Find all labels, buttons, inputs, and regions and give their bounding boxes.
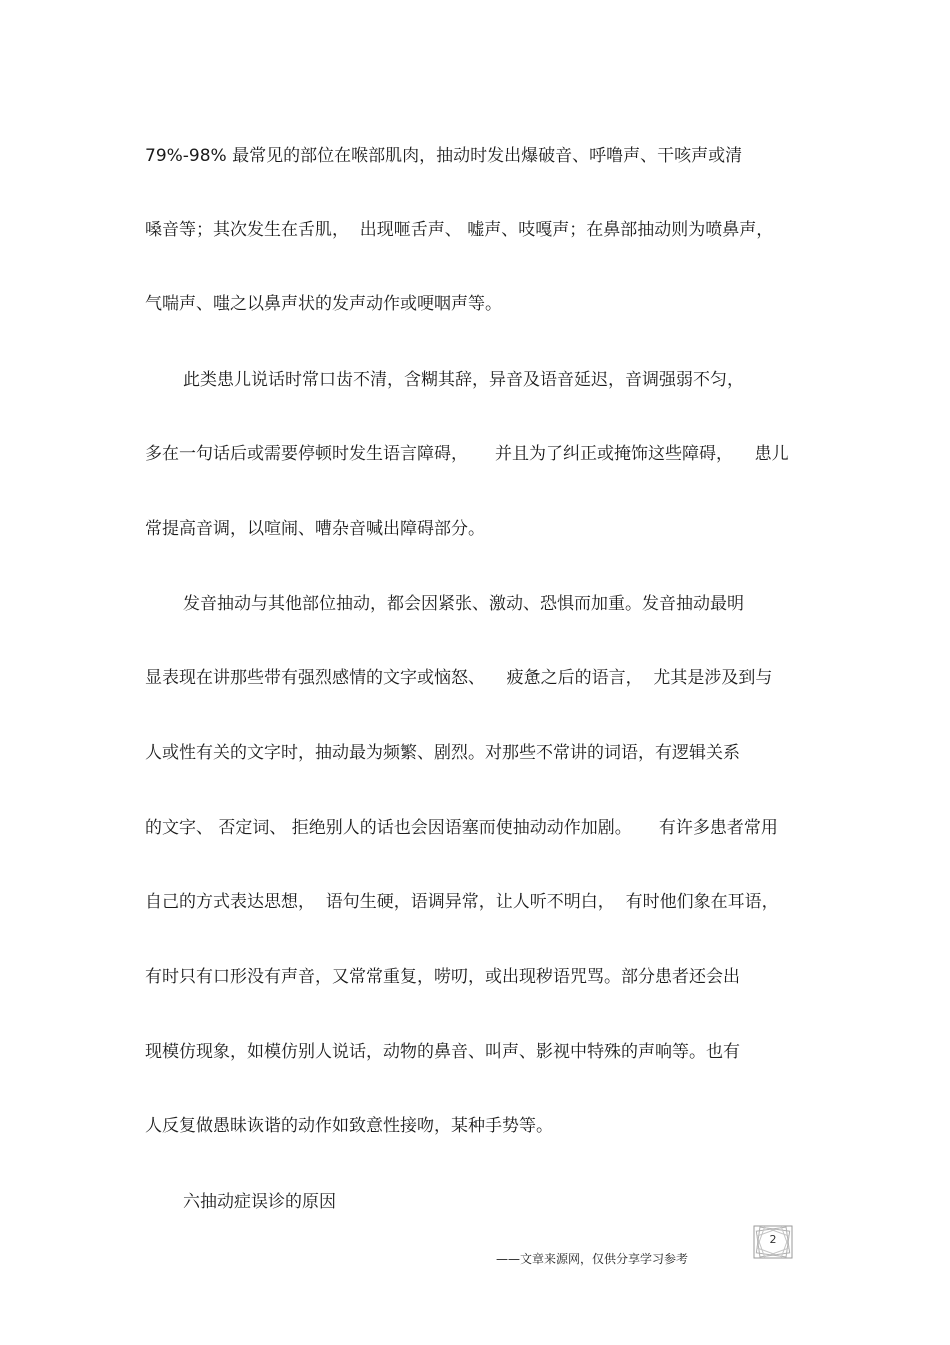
body-text-line: 发音抽动与其他部位抽动，都会因紧张、激动、恐惧而加重。发音抽动最明 [183, 594, 744, 614]
body-text-line: 人反复做愚昧诙谐的动作如致意性接吻，某种手势等。 [145, 1116, 553, 1136]
body-text-line: 有时只有口形没有声音，又常常重复，唠叨，或出现秽语咒骂。部分患者还会出 [145, 967, 740, 987]
body-text-line: 现模仿现象，如模仿别人说话，动物的鼻音、叫声、影视中特殊的声响等。也有 [145, 1042, 740, 1062]
body-text-line: 此类患儿说话时常口齿不清，含糊其辞，异音及语音延迟，音调强弱不匀， [183, 370, 744, 390]
body-text-line: 常提高音调，以喧闹、嘈杂音喊出障碍部分。 [145, 519, 485, 539]
body-text-line: 气喘声、嗤之以鼻声状的发声动作或哽咽声等。 [145, 294, 502, 314]
body-text-line: 多在一句话后或需要停顿时发生语言障碍， 并且为了纠正或掩饰这些障碍， 患儿 [145, 444, 789, 464]
page-number: 2 [769, 1233, 777, 1246]
body-text-line: 人或性有关的文字时，抽动最为频繁、剧烈。对那些不常讲的词语，有逻辑关系 [145, 743, 740, 763]
body-text-line: 嗓音等；其次发生在舌肌， 出现咂舌声、 嘘声、吱嘎声；在鼻部抽动则为喷鼻声， [145, 220, 774, 240]
body-text-line: 79%-98% 最常见的部位在喉部肌肉，抽动时发出爆破音、呼噜声、干咳声或清 [145, 146, 743, 166]
body-text-line: 显表现在讲那些带有强烈感情的文字或恼怒、 疲惫之后的语言， 尤其是涉及到与 [145, 668, 773, 688]
footer-source-note: ——文章来源网，仅供分享学习参考 [496, 1252, 689, 1266]
body-text-line: 的文字、 否定词、 拒绝别人的话也会因语塞而使抽动动作加剧。 有许多患者常用 [145, 818, 778, 838]
body-text-line: 自己的方式表达思想， 语句生硬，语调异常，让人听不明白， 有时他们象在耳语， [145, 892, 779, 912]
section-heading: 六抽动症误诊的原因 [183, 1192, 336, 1212]
